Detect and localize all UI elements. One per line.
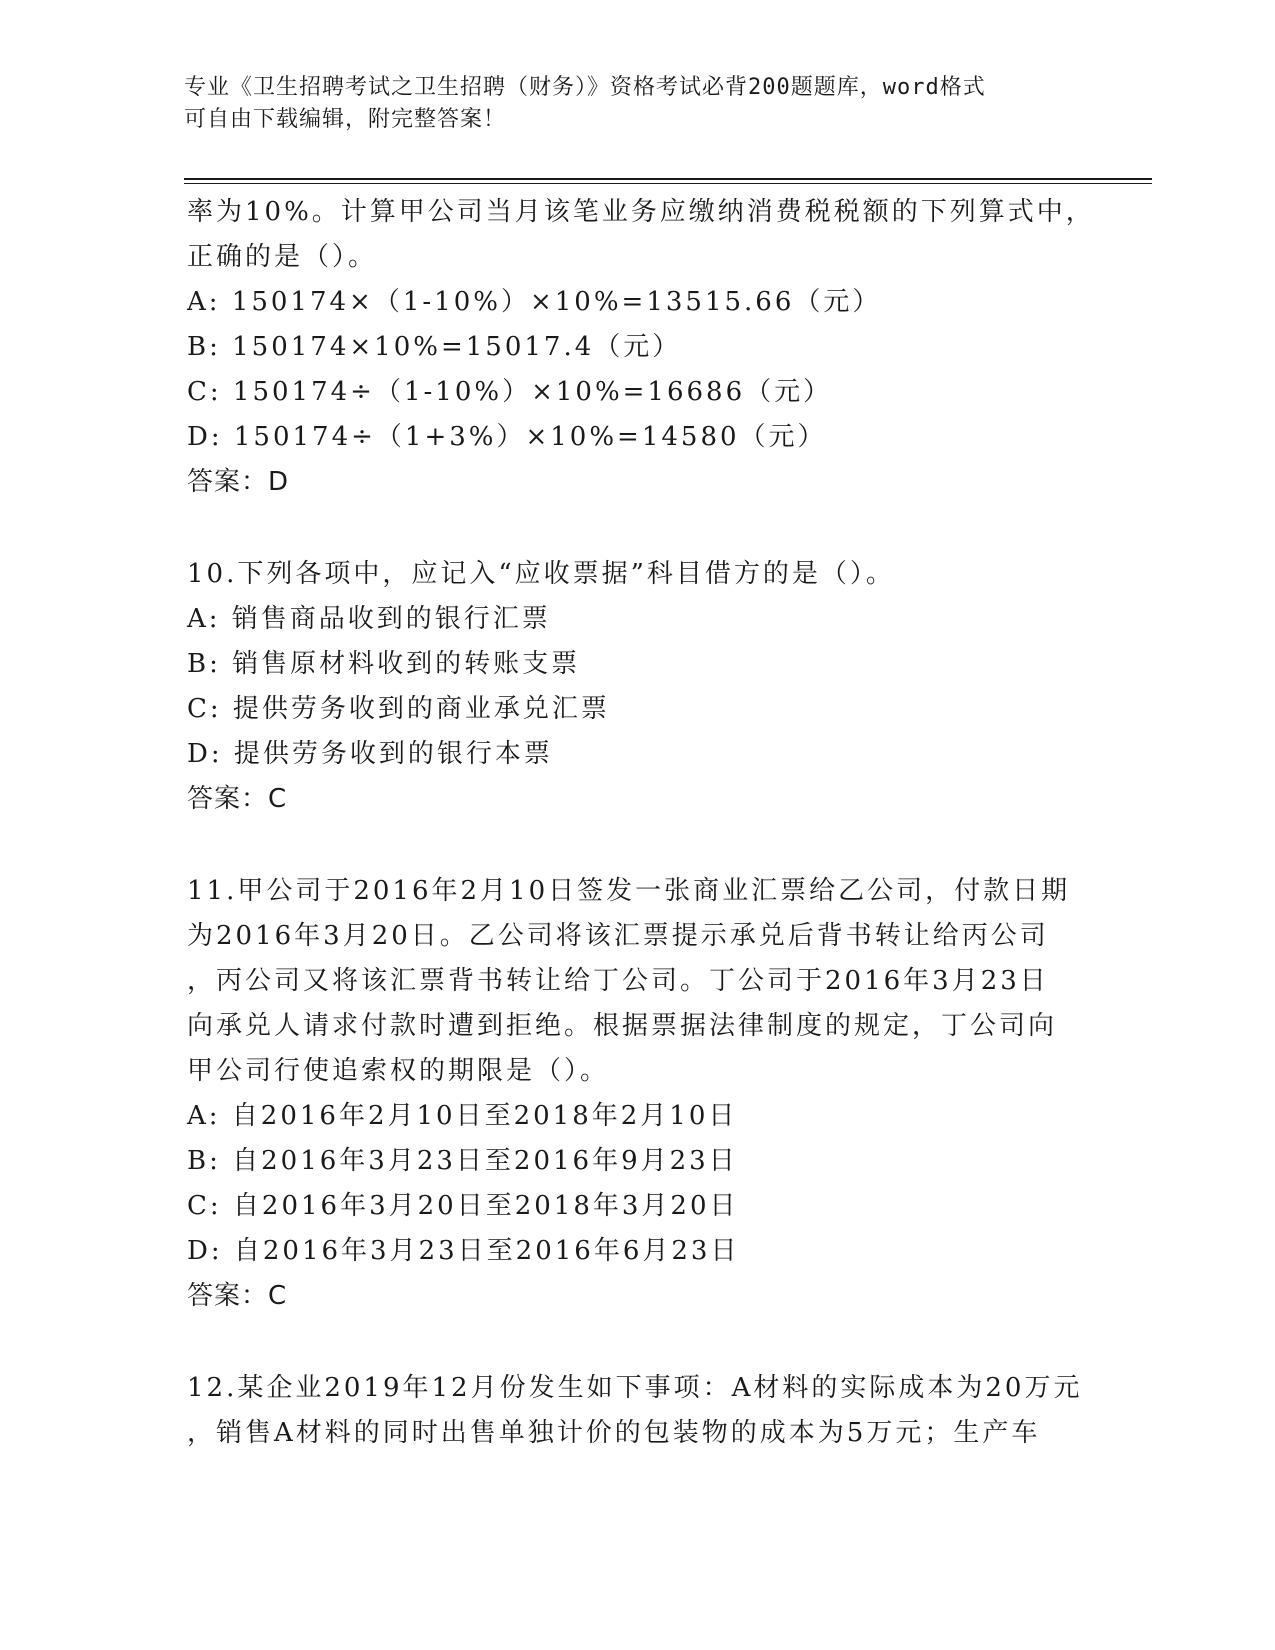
answer: 答案：D <box>187 467 290 497</box>
document-header <box>184 72 1084 136</box>
header-rule-thick <box>184 178 1152 180</box>
option-a: A: 销售商品收到的银行汇票 <box>187 604 551 634</box>
question-stem-line: 向承兑人请求付款时遭到拒绝。根据票据法律制度的规定，丁公司向 <box>187 1011 1058 1041</box>
spacer <box>187 505 1087 552</box>
header-line-1: 专业《卫生招聘考试之卫生招聘（财务）》资格考试必背200题题库，word格式 <box>184 75 986 100</box>
question-10 <box>187 552 1087 822</box>
question-12 <box>187 1366 1087 1456</box>
header-rule-thin <box>184 183 1152 184</box>
option-c: C: 150174÷（1-10%）×10%=16686（元） <box>187 377 833 407</box>
option-b: B: 150174×10%=15017.4（元） <box>187 332 682 362</box>
option-d: D: 150174÷（1+3%）×10%=14580（元） <box>187 422 827 452</box>
question-9 <box>187 190 1095 505</box>
option-c: C: 提供劳务收到的商业承兑汇票 <box>187 694 610 724</box>
question-stem-line: 12.某企业2019年12月份发生如下事项：A材料的实际成本为20万元 <box>187 1373 1083 1403</box>
document-body <box>187 190 1095 1456</box>
question-11 <box>187 869 1087 1319</box>
option-d: D: 提供劳务收到的银行本票 <box>187 739 553 769</box>
question-stem-line: 正确的是（）。 <box>187 242 378 272</box>
answer: 答案：C <box>187 784 288 814</box>
question-stem-line: 甲公司行使追索权的期限是（）。 <box>187 1056 610 1086</box>
header-line-2: 可自由下载编辑，附完整答案！ <box>184 107 507 132</box>
question-stem-line: 率为10%。计算甲公司当月该笔业务应缴纳消费税税额的下列算式中， <box>187 197 1095 227</box>
spacer <box>187 1319 1087 1366</box>
answer: 答案：C <box>187 1281 288 1311</box>
option-b: B: 自2016年3月23日至2016年9月23日 <box>187 1146 738 1176</box>
option-b: B: 销售原材料收到的转账支票 <box>187 649 581 679</box>
spacer <box>187 822 1087 869</box>
question-stem-line: ，销售A材料的同时出售单独计价的包装物的成本为5万元；生产车 <box>187 1418 1041 1448</box>
option-a: A: 150174×（1-10%）×10%=13515.66（元） <box>187 287 882 317</box>
question-stem-line: 11.甲公司于2016年2月10日签发一张商业汇票给乙公司，付款日期 <box>187 876 1071 906</box>
question-stem-line: 为2016年3月20日。乙公司将该汇票提示承兑后背书转让给丙公司 <box>187 921 1049 951</box>
question-stem-line: ，丙公司又将该汇票背书转让给丁公司。丁公司于2016年3月23日 <box>187 966 1049 996</box>
option-d: D: 自2016年3月23日至2016年6月23日 <box>187 1236 740 1266</box>
question-stem-line: 10.下列各项中，应记入“应收票据”科目借方的是（）。 <box>187 559 895 589</box>
option-c: C: 自2016年3月20日至2018年3月20日 <box>187 1191 739 1221</box>
option-a: A: 自2016年2月10日至2018年2月10日 <box>187 1101 738 1131</box>
